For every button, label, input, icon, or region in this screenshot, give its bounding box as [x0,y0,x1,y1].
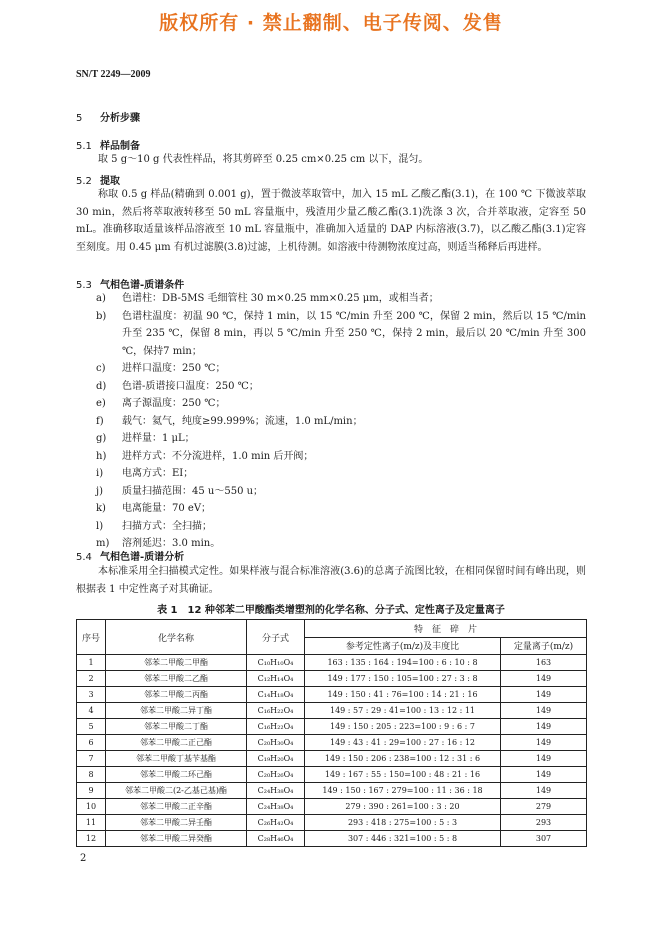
watermark-banner: 版权所有 · 禁止翻制、电子传阅、发售 [159,12,503,34]
cell-quant: 293 [501,815,587,831]
cell-formula: C₂₀H₃₀O₄ [247,735,305,751]
cell-quant: 149 [501,671,587,687]
list-item [96,360,586,378]
cell-qual: 293 : 418 : 275=100 : 5 : 3 [305,815,501,831]
section-number: 5.2 [76,176,92,187]
header-no: 序号 [77,620,106,655]
list-text: 色谱柱温度：初温 90 ℃，保持 1 min，以 15 ℃/min 升至 200 ℃，保留 2 min，然后以 15 ℃/min 升至 235 ℃，保留 8 min，再以 5 ℃/min 升至 250 ℃，保持 2 min，最后以 20 ℃/min 升至 300 ℃，保持7 min； [122,310,586,357]
list-marker: k) [96,503,106,514]
table-row [77,719,587,735]
list-text: 色谱-质谱接口温度：250 ℃； [122,380,259,392]
list-text: 进样方式：不分流进样，1.0 min 后开阀； [122,450,314,462]
cell-qual: 149 : 150 : 205 : 223=100 : 9 : 6 : 7 [305,719,501,735]
page-number: 2 [80,853,87,864]
cell-formula: C₂₄H₃₈O₄ [247,783,305,799]
cell-no: 11 [77,815,106,831]
cell-no: 4 [77,703,106,719]
table-body [77,655,587,847]
phthalate-table [76,619,587,847]
section-5-2-text: 称取 0.5 g 样品(精确到 0.001 g)，置于微波萃取管中，加入 15 mL 乙酸乙酯(3.1)，在 100 ℃ 下微波萃取 30 min，然后将萃取液转移至 50 mL 容量瓶中，残渣用少量乙酸乙酯(3.1)洗涤 3 次，合并萃取液，定容至 50 mL。准确移取适量该样品溶液至 10 mL 容量瓶中，准确加入适量的 DAP 内标溶液(3.7)，以乙酸乙酯(3.1)定容至刻度。用 0.45 μm 有机过滤膜(3.8)过滤，上机待测。如溶液中待测物浓度过高，则适当稀释后再进样。 [76,189,586,253]
section-title: 气相色谱-质谱条件 [100,280,185,291]
section-5-4-heading [76,548,184,563]
cell-no: 10 [77,799,106,815]
list-marker: l) [96,520,104,532]
header-quant-ion: 定量离子(m/z) [501,637,587,655]
header-formula: 分子式 [247,620,305,655]
cell-qual: 149 : 57 : 29 : 41=100 : 13 : 12 : 11 [305,703,501,719]
standard-code: SN/T 2249—2009 [76,69,151,80]
table-row [77,671,587,687]
cell-quant: 149 [501,751,587,767]
list-item [96,395,586,413]
list-item [96,413,586,431]
cell-formula: C₁₉H₂₀O₄ [247,751,305,767]
list-item [96,483,586,501]
cell-quant: 149 [501,783,587,799]
cell-formula: C₁₂H₁₄O₄ [247,671,305,687]
table-row [77,783,587,799]
cell-formula: C₁₄H₁₈O₄ [247,687,305,703]
section-title: 样品制备 [100,141,140,152]
cell-quant: 149 [501,767,587,783]
cell-qual: 149 : 167 : 55 : 150=100 : 48 : 21 : 16 [305,767,501,783]
cell-qual: 163 : 135 : 164 : 194=100 : 6 : 10 : 8 [305,655,501,671]
section-5-3-heading [76,276,184,291]
table-row [77,687,587,703]
list-text: 溶剂延迟：3.0 min。 [122,538,221,549]
section-title: 提取 [100,176,120,187]
list-marker: e) [96,398,106,409]
list-item [96,308,586,361]
cell-name: 邻苯二甲酸丁基苄基酯 [106,751,247,767]
section-5-1-heading [76,137,140,152]
list-marker: f) [96,415,104,427]
gcms-conditions-list [96,290,586,553]
cell-quant: 149 [501,719,587,735]
list-marker: g) [96,433,107,444]
cell-formula: C₁₀H₁₀O₄ [247,655,305,671]
table-row [77,831,587,847]
list-item [96,430,586,448]
cell-quant: 163 [501,655,587,671]
section-number: 5.1 [76,141,92,152]
list-text: 离子源温度：250 ℃； [122,398,226,409]
section-5-heading [76,109,140,124]
cell-no: 12 [77,831,106,847]
table-caption: 表 1 12 种邻苯二甲酸酯类增塑剂的化学名称、分子式、定性离子及定量离子 [157,605,505,616]
list-text: 色谱柱：DB-5MS 毛细管柱 30 m×0.25 mm×0.25 μm，或相当者； [122,293,439,304]
section-5-4-text: 本标准采用全扫描模式定性。如果样液与混合标准溶液(3.6)的总离子流图比较，在相同保留时间有峰出现，则根据表 1 中定性离子对其确证。 [76,566,586,595]
cell-quant: 307 [501,831,587,847]
cell-formula: C₂₀H₂₆O₄ [247,767,305,783]
cell-name: 邻苯二甲酸二正辛酯 [106,799,247,815]
table-row [77,703,587,719]
list-text: 载气：氦气，纯度≥99.999%；流速，1.0 mL/min； [122,415,363,427]
cell-no: 2 [77,671,106,687]
cell-no: 8 [77,767,106,783]
list-marker: d) [96,380,107,392]
cell-name: 邻苯二甲酸二乙酯 [106,671,247,687]
list-text: 扫描方式：全扫描； [122,520,212,532]
cell-name: 邻苯二甲酸二丙酯 [106,687,247,703]
section-5-1-text: 取 5 g～10 g 代表性样品，将其剪碎至 0.25 cm×0.25 cm 以下，混匀。 [98,154,429,165]
list-item [96,518,586,536]
cell-formula: C₂₄H₃₈O₄ [247,799,305,815]
cell-qual: 149 : 150 : 206 : 238=100 : 12 : 31 : 6 [305,751,501,767]
list-marker: b) [96,310,107,322]
list-marker: m) [96,538,110,549]
header-name: 化学名称 [106,620,247,655]
list-text: 质量扫描范围：45 u～550 u； [122,485,264,497]
list-text: 电离能量：70 eV； [122,503,212,514]
list-item [96,378,586,396]
cell-no: 1 [77,655,106,671]
table-row [77,799,587,815]
cell-no: 5 [77,719,106,735]
cell-no: 6 [77,735,106,751]
cell-formula: C₂₆H₄₂O₄ [247,815,305,831]
cell-formula: C₁₆H₂₂O₄ [247,719,305,735]
list-item [96,448,586,466]
cell-name: 邻苯二甲酸二甲酯 [106,655,247,671]
table-row [77,655,587,671]
section-number: 5 [76,113,83,124]
section-number: 5.4 [76,552,92,563]
list-marker: h) [96,450,107,462]
section-title: 分析步骤 [100,113,140,124]
list-marker: j) [96,485,104,497]
table-row [77,815,587,831]
list-text: 进样口温度：250 ℃； [122,363,226,374]
header-qual-ions: 参考定性离子(m/z)及丰度比 [305,637,501,655]
cell-qual: 149 : 177 : 150 : 105=100 : 27 : 3 : 8 [305,671,501,687]
cell-no: 9 [77,783,106,799]
cell-name: 邻苯二甲酸二异丁酯 [106,703,247,719]
section-5-2-heading [76,172,120,187]
cell-qual: 149 : 150 : 41 : 76=100 : 14 : 21 : 16 [305,687,501,703]
section-number: 5.3 [76,280,92,291]
cell-name: 邻苯二甲酸二异壬酯 [106,815,247,831]
cell-formula: C₂₈H₄₆O₄ [247,831,305,847]
cell-name: 邻苯二甲酸二环己酯 [106,767,247,783]
list-marker: c) [96,363,106,374]
cell-name: 邻苯二甲酸二丁酯 [106,719,247,735]
cell-name: 邻苯二甲酸二正己酯 [106,735,247,751]
table-row [77,751,587,767]
cell-quant: 149 [501,687,587,703]
cell-no: 3 [77,687,106,703]
list-marker: a) [96,293,106,304]
cell-quant: 149 [501,703,587,719]
table-row [77,735,587,751]
list-item [96,465,586,483]
cell-no: 7 [77,751,106,767]
list-item [96,500,586,518]
cell-name: 邻苯二甲酸二(2-乙基己基)酯 [106,783,247,799]
table-row [77,767,587,783]
cell-quant: 279 [501,799,587,815]
list-text: 进样量：1 μL； [122,433,195,444]
cell-qual: 307 : 446 : 321=100 : 5 : 8 [305,831,501,847]
cell-qual: 149 : 150 : 167 : 279=100 : 11 : 36 : 18 [305,783,501,799]
list-marker: i) [96,468,104,479]
section-title: 气相色谱-质谱分析 [100,552,185,563]
list-text: 电离方式：EI； [122,468,194,479]
cell-quant: 149 [501,735,587,751]
cell-formula: C₁₆H₂₂O₄ [247,703,305,719]
cell-name: 邻苯二甲酸二异癸酯 [106,831,247,847]
header-fragments: 特 征 碎 片 [305,620,587,638]
list-item [96,290,586,308]
cell-qual: 279 : 390 : 261=100 : 3 : 20 [305,799,501,815]
cell-qual: 149 : 43 : 41 : 29=100 : 27 : 16 : 12 [305,735,501,751]
